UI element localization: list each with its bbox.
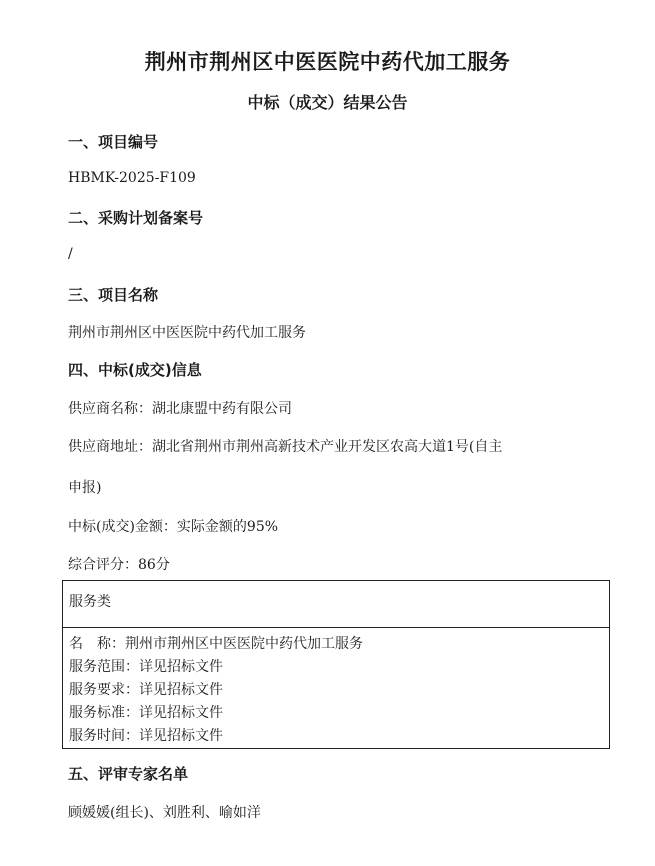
section-plan-record-heading: 二、采购计划备案号 — [68, 209, 204, 227]
service-detail-row: 服务标准：详见招标文件 — [69, 705, 223, 721]
section-award-info-heading: 四、中标(成交)信息 — [68, 361, 202, 379]
supplier-address-line1: 供应商地址：湖北省荆州市荆州高新技术产业开发区农高大道1号(自主 — [68, 439, 503, 455]
service-detail-row: 服务要求：详见招标文件 — [69, 682, 223, 698]
section-project-number-heading: 一、项目编号 — [68, 133, 159, 151]
service-detail-row: 服务时间：详见招标文件 — [69, 728, 223, 744]
supplier-name: 供应商名称：湖北康盟中药有限公司 — [68, 401, 292, 417]
project-name-value: 荆州市荆州区中医医院中药代加工服务 — [68, 325, 306, 341]
overall-score: 综合评分：86分 — [68, 557, 170, 573]
award-amount: 中标(成交)金额：实际金额的95% — [68, 519, 279, 535]
supplier-address-line2: 申报) — [68, 480, 102, 496]
document-subtitle: 中标（成交）结果公告 — [247, 93, 408, 112]
service-category-label: 服务类 — [69, 594, 111, 610]
service-category-box — [62, 580, 610, 628]
experts-list: 顾媛媛(组长)、刘胜利、喻如洋 — [68, 805, 261, 821]
section-project-name-heading: 三、项目名称 — [68, 286, 159, 304]
document-title: 荆州市荆州区中医医院中药代加工服务 — [144, 50, 511, 74]
service-details-box — [62, 627, 610, 749]
service-detail-row: 服务范围：详见招标文件 — [69, 659, 223, 675]
plan-record-value: / — [68, 246, 73, 262]
section-experts-heading: 五、评审专家名单 — [68, 765, 189, 783]
service-detail-row: 名 称：荆州市荆州区中医医院中药代加工服务 — [69, 636, 363, 652]
project-number-value: HBMK-2025-F109 — [68, 170, 196, 186]
